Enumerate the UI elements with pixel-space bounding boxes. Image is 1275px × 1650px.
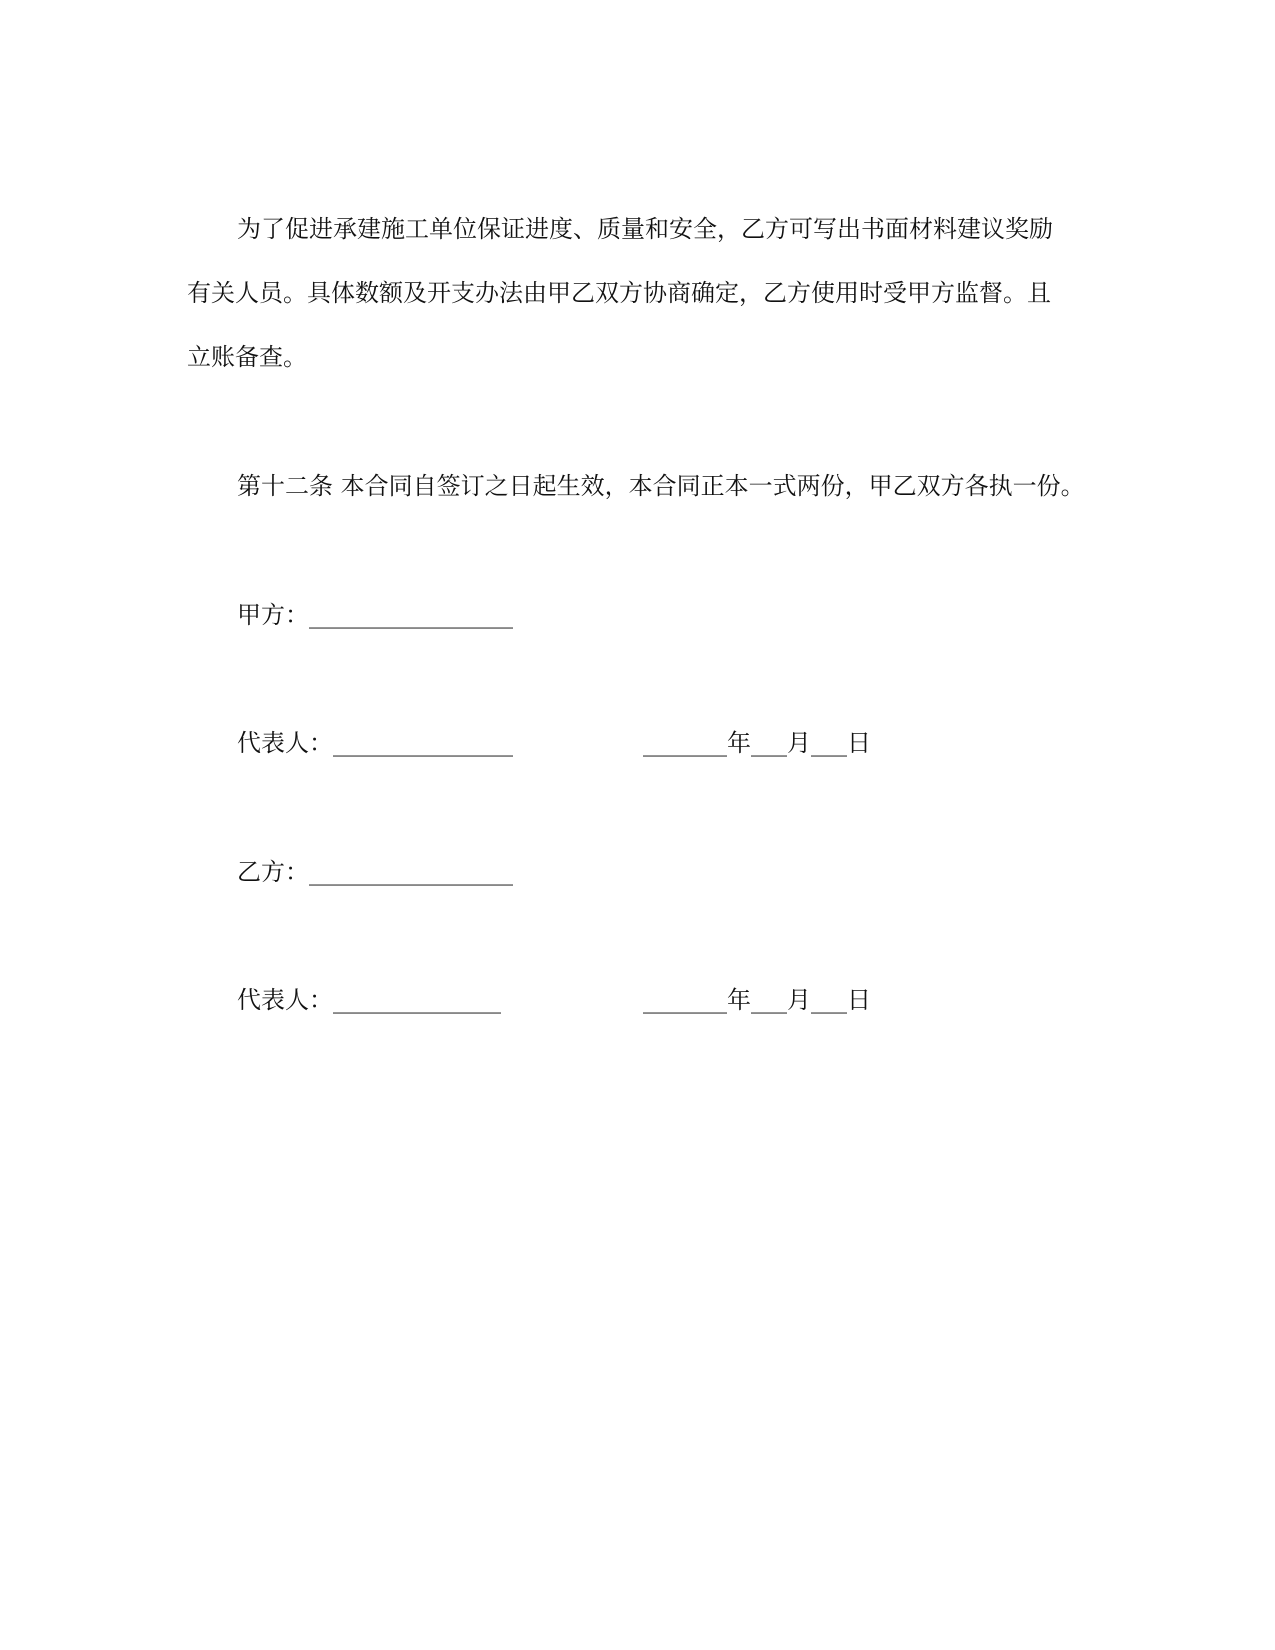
party-a-signature-line: 甲方：_________________ [237, 601, 513, 629]
party-b-date-line: _______年___月___日 [643, 986, 871, 1014]
article-12-clause: 第十二条 本合同自签订之日起生效，本合同正本一式两份，甲乙双方各执一份。 [237, 472, 1085, 500]
paragraph-line-1: 为了促进承建施工单位保证进度、质量和安全，乙方可写出书面材料建议奖励 [237, 215, 1053, 243]
party-b-representative-line: 代表人：______________ [237, 986, 501, 1014]
party-a-date-line: _______年___月___日 [643, 729, 871, 757]
party-a-representative-line: 代表人：_______________ [237, 729, 513, 757]
party-b-signature-line: 乙方：_________________ [237, 858, 513, 886]
paragraph-line-2: 有关人员。具体数额及开支办法由甲乙双方协商确定，乙方使用时受甲方监督。且 [187, 279, 1051, 307]
paragraph-line-3: 立账备查。 [187, 343, 307, 371]
